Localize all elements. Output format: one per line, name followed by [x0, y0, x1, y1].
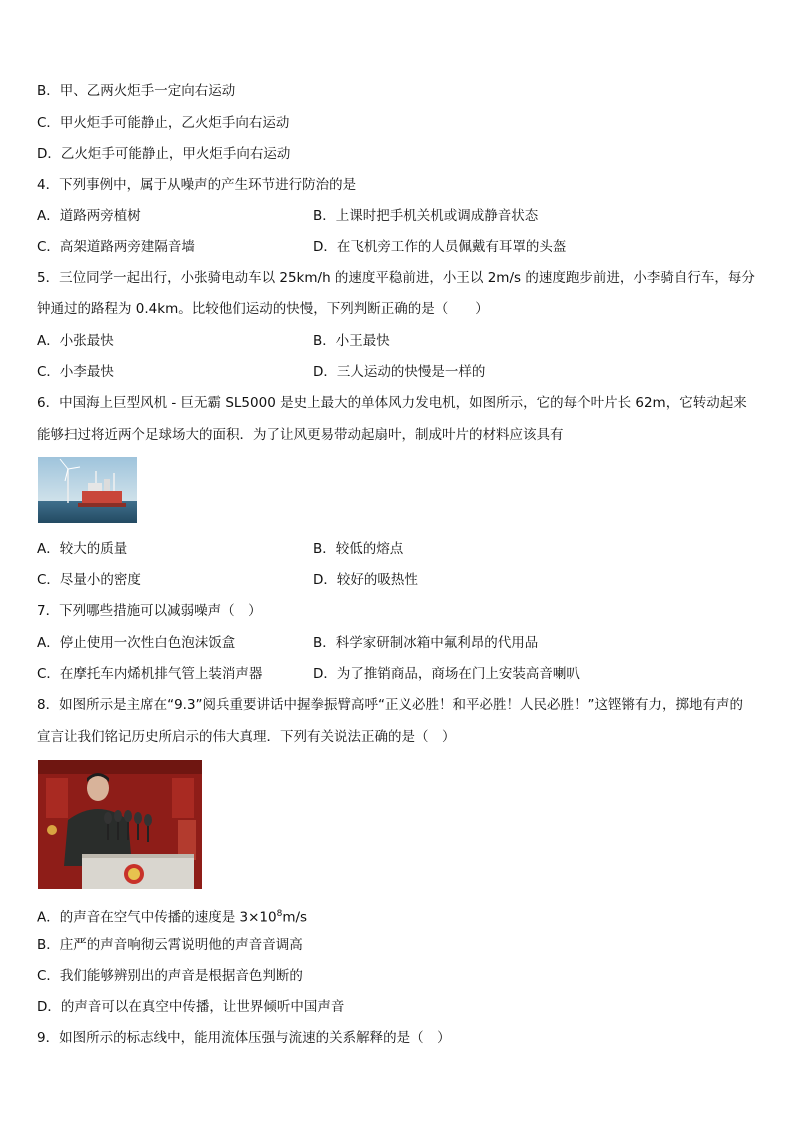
q7-option-b: B．科学家研制冰箱中氟利昂的代用品: [313, 635, 539, 651]
q5-option-b: B．小王最快: [313, 333, 390, 349]
q4-option-d: D．在飞机旁工作的人员佩戴有耳罩的头盔: [313, 239, 567, 255]
q5-option-c: C．小李最快: [37, 364, 114, 380]
q6-stem-line2: 能够扫过将近两个足球场大的面积．为了让风更易带动起扇叶，制成叶片的材料应该具有: [37, 427, 564, 443]
option-d-prev: D．乙火炬手可能静止，甲火炬手向右运动: [37, 146, 291, 162]
q6-stem-line1: 6．中国海上巨型风机 - 巨无霸 SL5000 是史上最大的单体风力发电机，如图所示，它的每个叶片长 62m，它转动起来: [37, 395, 747, 411]
q5-option-a: A．小张最快: [37, 333, 114, 349]
q8-stem-line2: 宣言让我们铭记历史所启示的伟大真理．下列有关说法正确的是（ ）: [37, 729, 456, 745]
q4-option-c: C．高架道路两旁建隔音墙: [37, 239, 195, 255]
speech-podium-photo: [38, 760, 202, 889]
q4-stem: 4．下列事例中，属于从噪声的产生环节进行防治的是: [37, 177, 357, 193]
q7-option-a: A．停止使用一次性白色泡沫饭盒: [37, 635, 236, 651]
q7-option-d: D．为了推销商品，商场在门上安装高音喇叭: [313, 666, 580, 682]
q7-option-c: C．在摩托车内烯机排气管上装消声器: [37, 666, 263, 682]
option-b-prev: B．甲、乙两火炬手一定向右运动: [37, 83, 236, 99]
q8-option-d: D．的声音可以在真空中传播，让世界倾听中国声音: [37, 999, 345, 1015]
q4-option-a: A．道路两旁植树: [37, 208, 141, 224]
wind-turbine-photo: [38, 457, 137, 523]
q8-stem-line1: 8．如图所示是主席在“9.3”阅兵重要讲话中握拳振臂高呼“正义必胜！和平必胜！人民必胜！”这铿锵有力，掷地有声的: [37, 697, 744, 713]
q8-option-b: B．庄严的声音响彻云霄说明他的声音音调高: [37, 937, 303, 953]
q5-option-d: D．三人运动的快慢是一样的: [313, 364, 486, 380]
q4-option-b: B．上课时把手机关机或调成静音状态: [313, 208, 539, 224]
option-c-prev: C．甲火炬手可能静止，乙火炬手向右运动: [37, 115, 290, 131]
q5-stem-line1: 5．三位同学一起出行，小张骑电动车以 25km/h 的速度平稳前进，小王以 2m/s 的速度跑步前进，小李骑自行车，每分: [37, 270, 755, 286]
q5-stem-line2: 钟通过的路程为 0.4km。比较他们运动的快慢，下列判断正确的是（ ）: [37, 301, 489, 317]
q6-option-a: A．较大的质量: [37, 541, 128, 557]
q8-option-a-exponent: 8: [276, 909, 283, 919]
q6-option-c: C．尽量小的密度: [37, 572, 141, 588]
q8-option-a-pre: A．的声音在空气中传播的速度是 3×10: [37, 909, 277, 926]
q6-option-d: D．较好的吸热性: [313, 572, 418, 588]
q6-option-b: B．较低的熔点: [313, 541, 404, 557]
q7-stem: 7．下列哪些措施可以减弱噪声（ ）: [37, 603, 262, 619]
q8-option-c: C．我们能够辨别出的声音是根据音色判断的: [37, 968, 303, 984]
q9-stem: 9．如图所示的标志线中，能用流体压强与流速的关系解释的是（ ）: [37, 1030, 451, 1046]
q8-option-a-post: m/s: [282, 909, 308, 926]
q8-option-a: [37, 904, 307, 928]
